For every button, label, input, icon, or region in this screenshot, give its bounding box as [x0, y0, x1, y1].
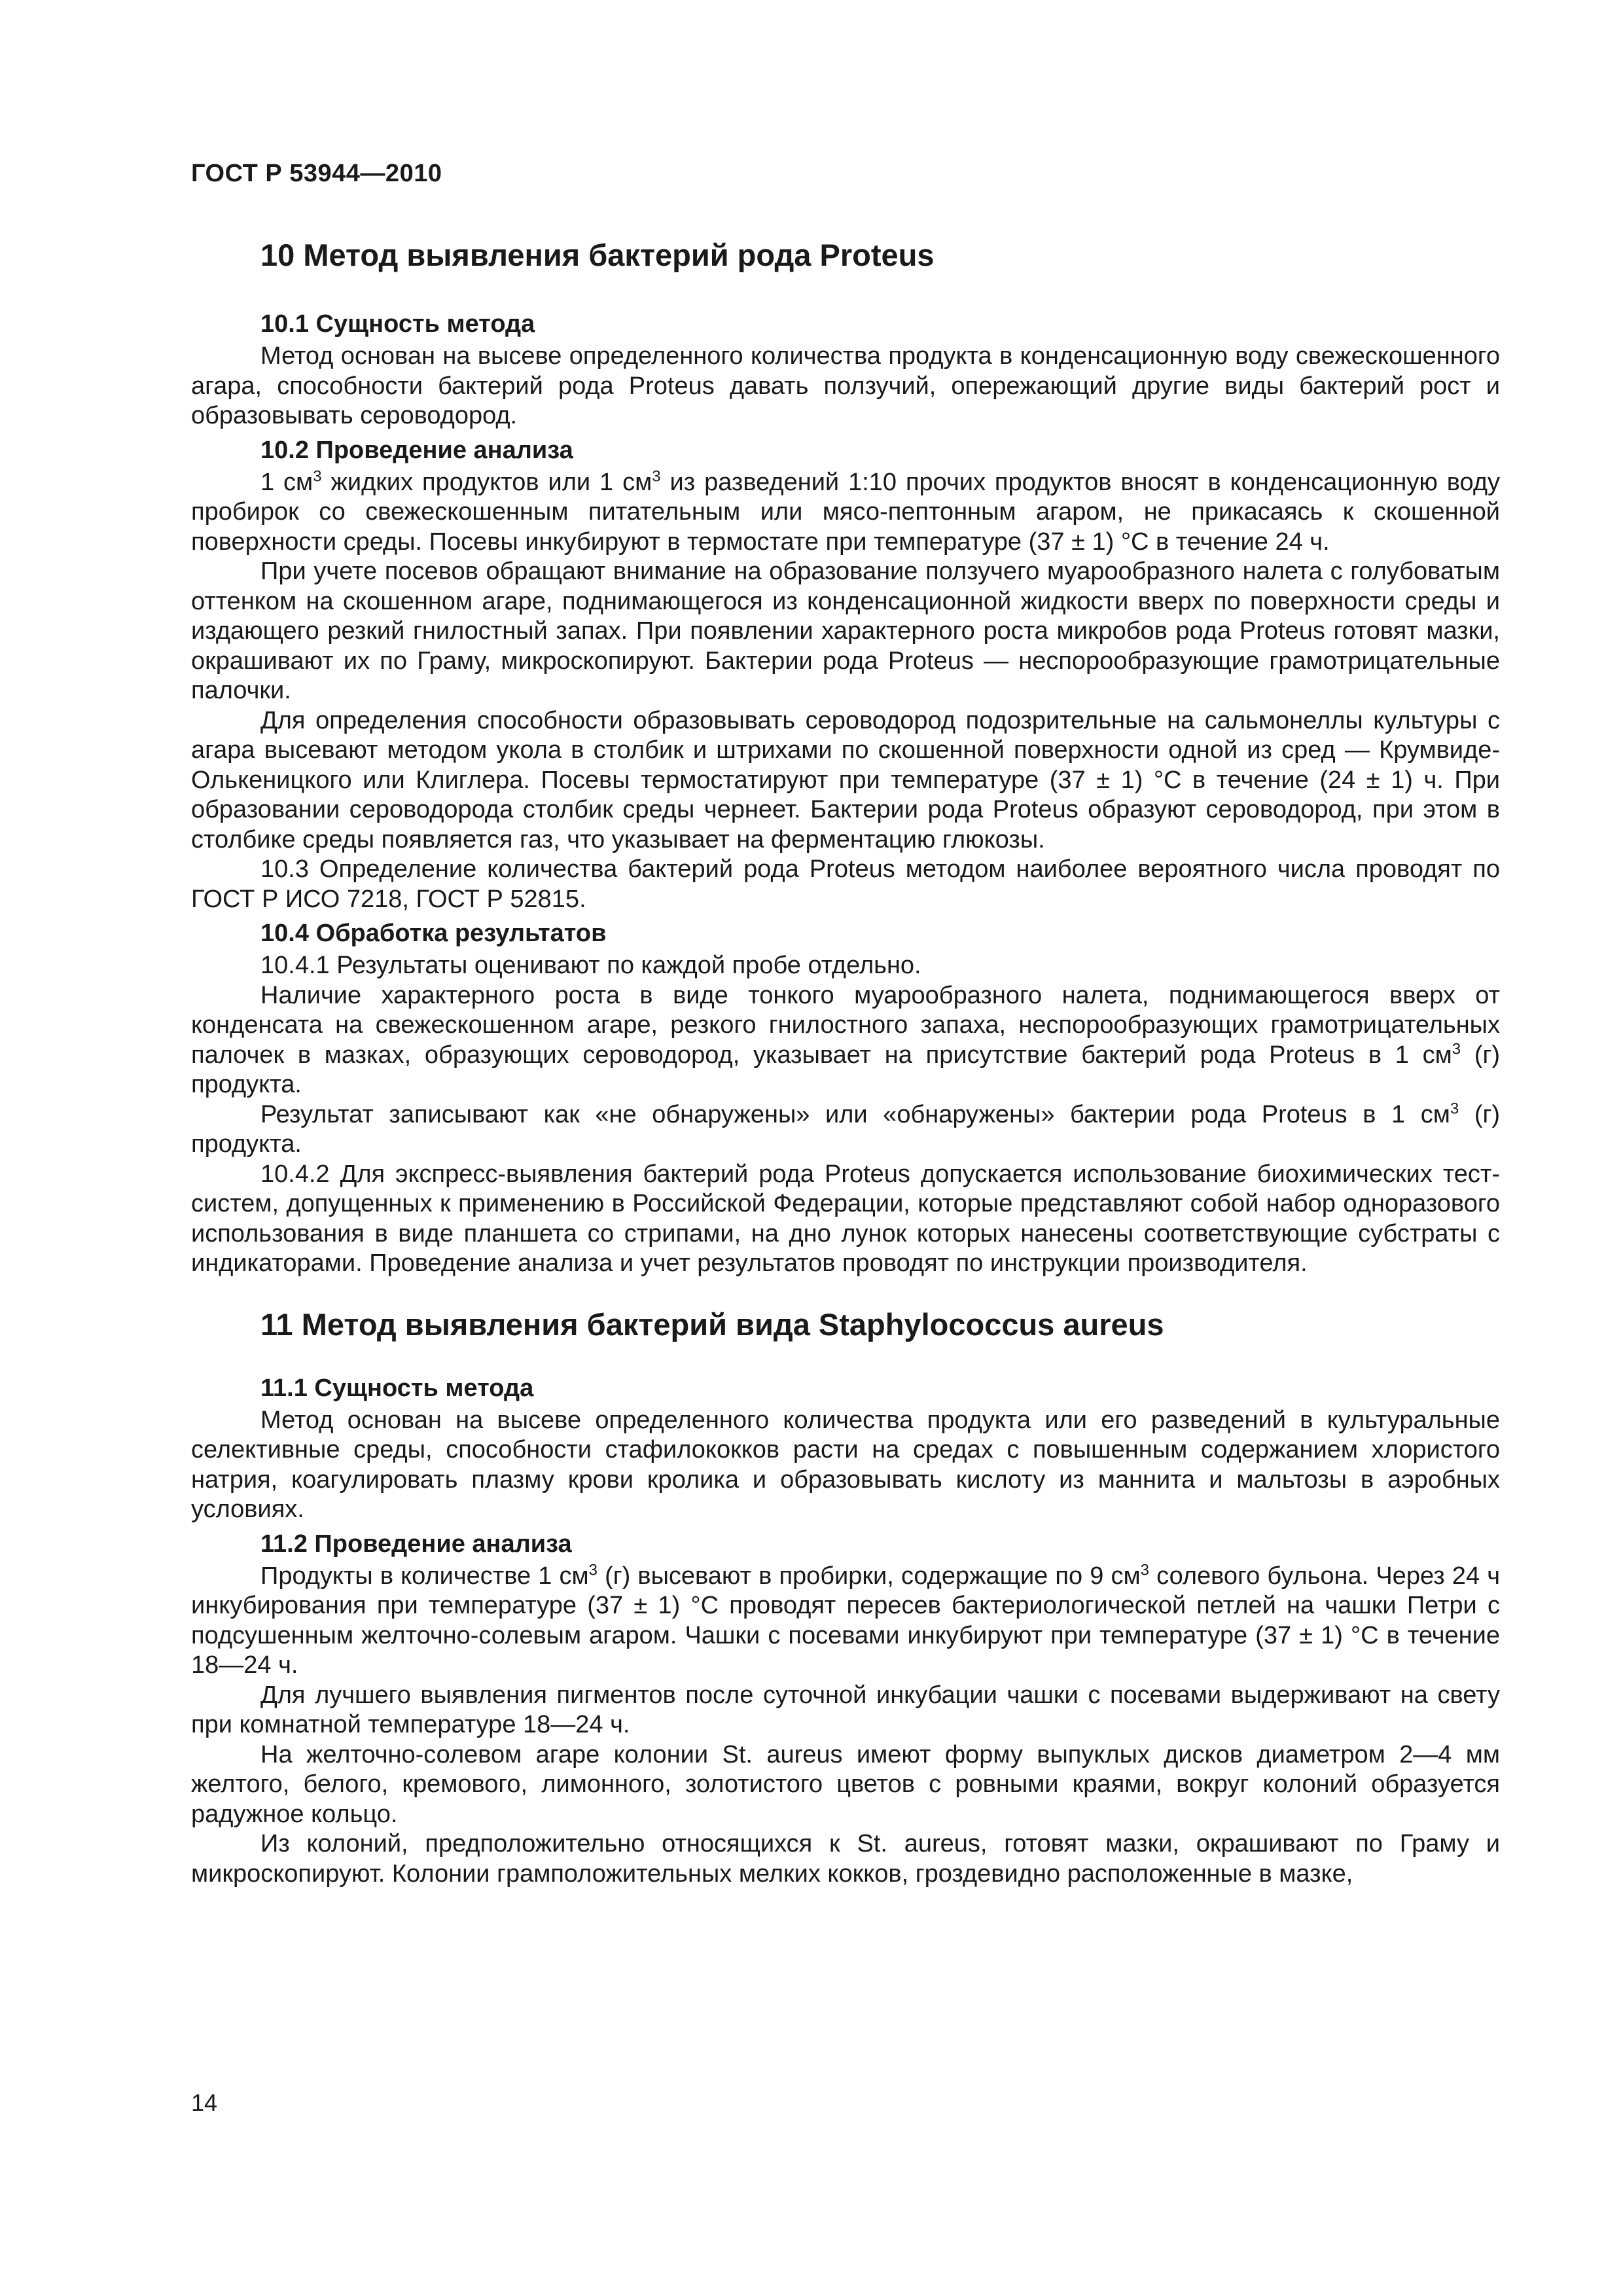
- section-title: 11 Метод выявления бактерий вида Staphylococcus aureus: [260, 1306, 1164, 1342]
- paragraph: При учете посевов обращают внимание на образование ползучего муарообразного налета с голубоватым оттенком на скошенном агаре, поднимающегося из конденсационной жидкости вверх по поверхности среды и издающего резкий гнилостный запах. При появлении характерного роста микробов рода Proteus готовят мазки, окрашивают их по Граму, микроскопируют. Бактерии рода Proteus — неспорообразующие грамотрицательные палочки.: [191, 558, 1500, 704]
- paragraph: 10.4.2 Для экспресс-выявления бактерий рода Proteus допускается использование биохимических тест-систем, допущенных к применению в Российской Федерации, которые представляют собой набор одноразового использования в виде планшета со стрипами, на дно лунок которых нанесены соответствующие субстраты с индикаторами. Проведение анализа и учет результатов проводят по инструкции производителя.: [191, 1160, 1500, 1277]
- paragraph: Результат записывают как «не обнаружены» или «обнаружены» бактерии рода Proteus в 1 $см^3$ (г) продукта.: [191, 1099, 1501, 1158]
- paragraph: На желточно-солевом агаре колонии St. aureus имеют форму выпуклых дисков диаметром 2—4 мм желтого, белого, кремового, лимонного, золотистого цветов с ровными краями, вокруг колоний образуется радужное кольцо.: [191, 1740, 1500, 1828]
- document-body: [191, 223, 1500, 1889]
- subsection-heading: 11.1 Сущность метода: [260, 1374, 534, 1402]
- paragraph: Для определения способности образовывать сероводород подозрительные на сальмонеллы культуры с агара высевают методом укола в столбик и штрихами по скошенной поверхности одной из сред — Крумвиде-Олькеницкого или Клиглера. Посевы термостатируют при температуре (37 ± 1) °С в течение (24 ± 1) ч. При образовании сероводорода столбик среды чернеет. Бактерии рода Proteus образуют сероводород, при этом в столбике среды появляется газ, что указывает на ферментацию глюкозы.: [191, 706, 1500, 853]
- subsection-heading: 10.4 Обработка результатов: [260, 920, 607, 947]
- subsection-heading: 11.2 Проведение анализа: [260, 1530, 572, 1558]
- paragraph: Для лучшего выявления пигментов после суточной инкубации чашки с посевами выдерживают на свету при комнатной температуре 18—24 ч.: [191, 1681, 1500, 1738]
- paragraph: Метод основан на высеве определенного количества продукта в конденсационную воду свежескошенного агара, способности бактерий рода Proteus давать ползучий, опережающий другие виды бактерий рост и образовывать сероводород.: [191, 342, 1500, 429]
- document-code-header: ГОСТ Р 53944—2010: [191, 160, 442, 187]
- page-number: 14: [191, 2089, 218, 2116]
- paragraph: Метод основан на высеве определенного количества продукта или его разведений в культуральные селективные среды, способности стафилококков расти на средах с повышенным содержанием хлористого натрия, коагулировать плазму крови кролика и образовывать кислоту из маннита и мальтозы в аэробных условиях.: [191, 1406, 1500, 1523]
- paragraph: Наличие характерного роста в виде тонкого муарообразного налета, поднимающегося вверх от конденсата на свежескошенном агаре, резкого гнилостного запаха, неспорообразующих грамотрицательных палочек в мазках, образующих сероводород, указывает на присутствие бактерий рода Proteus в 1 $см^3$ (г) продукта.: [191, 981, 1500, 1098]
- subsection-heading: 10.2 Проведение анализа: [260, 436, 573, 464]
- paragraph: Из колоний, предположительно относящихся к St. aureus, готовят мазки, окрашивают по Граму и микроскопируют. Колонии грамположительных мелких кокков, гроздевидно расположенные в мазке,: [191, 1830, 1500, 1888]
- paragraph: 10.3 Определение количества бактерий рода Proteus методом наиболее вероятного числа проводят по ГОСТ Р ИСО 7218, ГОСТ Р 52815.: [191, 855, 1500, 913]
- paragraph: 10.4.1 Результаты оценивают по каждой пробе отдельно.: [260, 952, 921, 979]
- section-title: 10 Метод выявления бактерий рода Proteus: [260, 238, 935, 272]
- paragraph: 1 $см^3$ жидких продуктов или 1 $см^3$ из разведений 1:10 прочих продуктов вносят в конденсационную воду пробирок со свежескошенным питательным или мясо-пептонным агаром, не прикасаясь к скошенной поверхности среды. Посевы инкубируют в термостате при температуре (37 ± 1) °С в течение 24 ч.: [191, 467, 1500, 556]
- paragraph: Продукты в количестве 1 $см^3$ (г) высевают в пробирки, содержащие по 9 $см^3$ солевого бульона. Через 24 ч инкубирования при температуре (37 ± 1) °С проводят пересев бактериологической петлей на чашки Петри с подсушенным желточно-солевым агаром. Чашки с посевами инкубируют при температуре (37 ± 1) °С в течение 18—24 ч.: [191, 1560, 1500, 1679]
- subsection-heading: 10.1 Сущность метода: [260, 310, 535, 338]
